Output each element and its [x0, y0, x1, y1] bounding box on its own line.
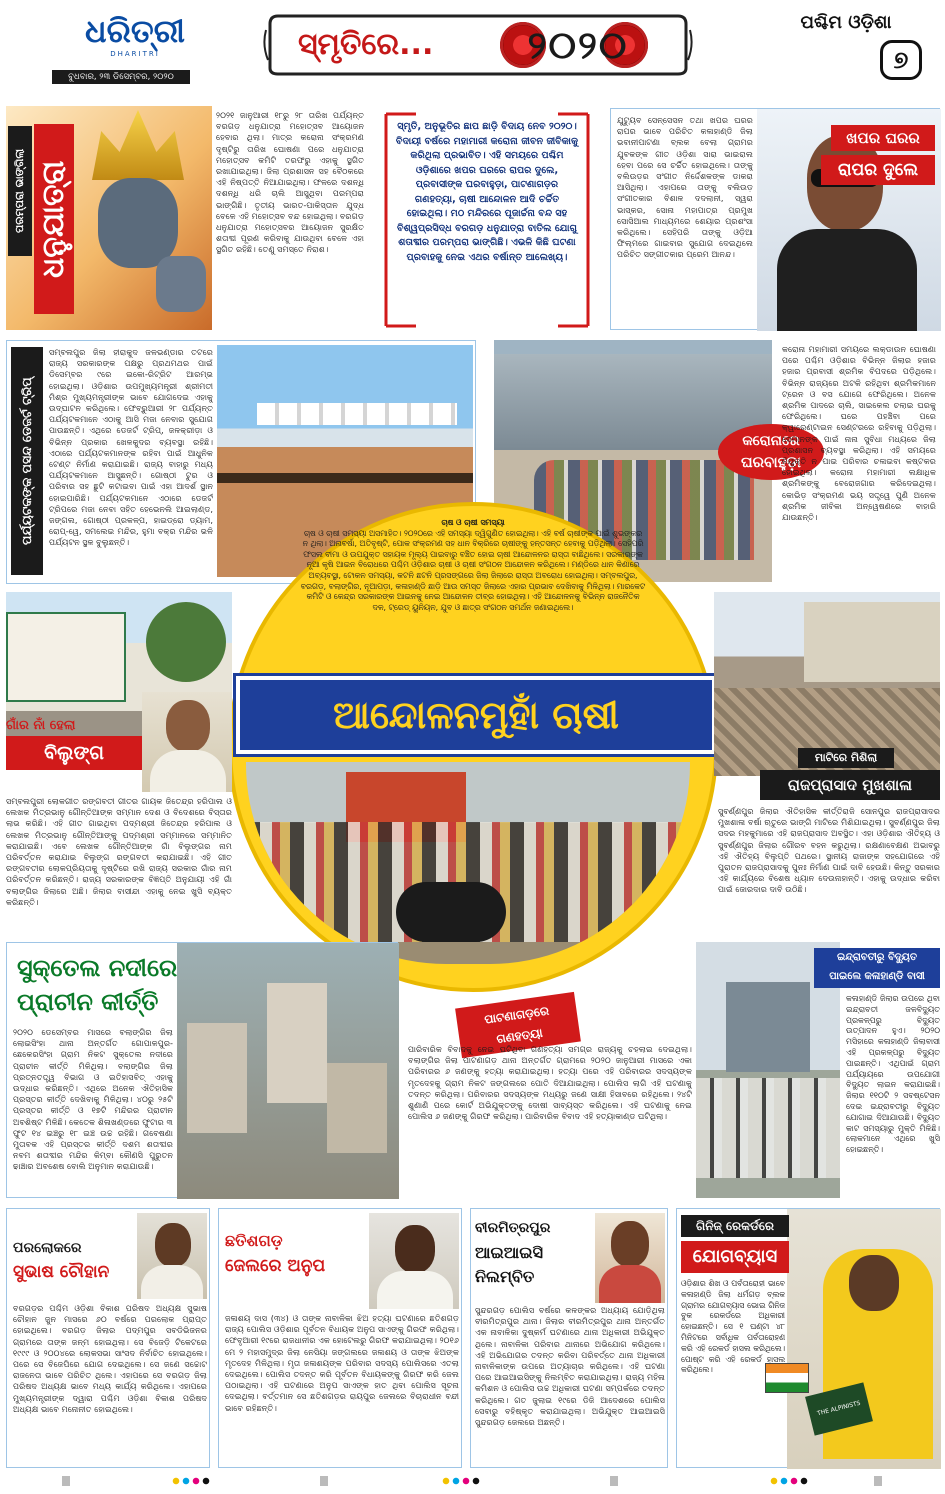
guinness-tag: ଗିନିଜ୍ ରେକର୍ଡରେ	[681, 1215, 789, 1237]
print-marks	[0, 1474, 945, 1488]
subhash-body: ବରଗଡ଼ର ପଶ୍ଚିମ ଓଡ଼ିଶା ବିକାଶ ପରିଷଦ ଅଧ୍ୟକ୍ଷ ସୁଭାଷ ଚୌହାନ ଜୁନ ମାସରେ ୬୦ ବର୍ଷରେ ପରଲୋକ ପ୍ରାପ୍ତ ହୋଇଥିଲେ। ବରଗଡ଼ ଜିଲାର ପଦ୍ମପୁର ସବଡିଭିଜନର ଗ୍ରାମରେ ତାଙ୍କ ଜନ୍ମ ହୋଇଥିଲା। ସେ ବିଜେଡ଼ି ଟିକେଟରେ ୧୯୯୯ ଓ ୨୦୦୪ରେ ଲୋକସଭା ସାଂସଦ ନିର୍ବାଚିତ ହୋଇଥିଲେ। ପରେ ସେ ବିଜେପିରେ ଯୋଗ ଦେଇଥିଲେ। ସେ ଜଣେ ସଚ୍ଚୋଟ ରାଜନେତା ଭାବେ ପରିଚିତ ଥିଲେ। ଏହାପରେ ସେ ବରଗଡ଼ ଜିଲା ପରିଷଦ ଅଧ୍ୟକ୍ଷ ଭାବେ ମଧ୍ୟ କାର୍ଯ୍ୟ କରିଥିଲେ। ଏହାପରେ ମୁଖ୍ୟମନ୍ତ୍ରୀଙ୍କ ଦ୍ୱାରା ପଶ୍ଚିମ ଓଡ଼ିଶା ବିକାଶ ପରିଷଦ ଅଧ୍ୟକ୍ଷ ଭାବେ ମନୋନୀତ ହୋଇଥିଲେ।	[13, 1303, 207, 1414]
body-shape	[150, 750, 226, 792]
body-shape	[599, 1265, 661, 1303]
stone-block	[327, 1063, 387, 1153]
anup-title-line1: ଛତିଶଗଡ଼	[225, 1231, 283, 1250]
transformer-shape	[726, 982, 810, 1072]
iic-story	[470, 1208, 668, 1468]
building-shape	[6, 612, 126, 702]
dhanuyatra-tag: ପରମ୍ପରା ଭାଙ୍ଗିଲା	[8, 126, 32, 256]
subhash-photo	[137, 1213, 207, 1299]
pointing-hand	[156, 256, 206, 312]
gray-block	[62, 1476, 70, 1486]
newspaper-logo	[80, 12, 190, 60]
head-shape	[395, 1225, 435, 1273]
palace-body: ସୁବର୍ଣ୍ଣପୁର ଜିଲାର ଐତିହାସିକ କୀର୍ତ୍ତିରାଜି ସୋନପୁର ରାଜପ୍ରାସାଦର ମୁଖଶାଳା ବର୍ଷା ଋତୁରେ ଭାଙ୍ଗି ମାଟିରେ ମିଶିଯାଇଥିଲା। ସୁବର୍ଣ୍ଣପୁର ଜିଲା ସଦର ମହକୁମାରେ ଏହି ରାଜପ୍ରାସାଦ ଅବସ୍ଥିତ। ଏହା ଓଡ଼ିଶାର ଐତିହ୍ୟ ଓ ସୁବର୍ଣ୍ଣପୁର ଜିଲାର ଗୌରବ ବହନ କରୁଥିଲା। ରକ୍ଷଣାବେକ୍ଷଣ ଅଭାବରୁ ଏହି ଐତିହ୍ୟ ବିଲୁପ୍ତି ପଥରେ। ସ୍ଥାନୀୟ ରାଜାଙ୍କ ସହଯୋଗରେ ଏହି ପୁରାତନ ରାଜପ୍ରାସାଦକୁ ପୁନଃ ନିର୍ମାଣ ପାଇଁ ଦାବି ହେଉଛି। କିନ୍ତୁ ସରକାର ଏହି କାର୍ଯ୍ୟରେ ବିଶେଷ ଧ୍ୟାନ ଦେଉନାହାନ୍ତି। ଏହାକୁ ଉଦ୍ଧାର କରିବା ପାଇଁ ଜୋରଦାର ଦାବି ଉଠିଛି।	[718, 806, 940, 895]
motorcycle-shape	[396, 882, 506, 942]
anup-body: ଜଳାଶୟ ଦାସ (୩୪) ଓ ତାଙ୍କ ନାବାଳିକା ଝିଅ ହତ୍ୟା ଘଟଣାରେ ଛତିଶଗଡ଼ ରାଜ୍ୟ ପୋଲିସ ଓଡ଼ିଶାର ପୂର୍ବତନ ବିଧାୟକ ଅନୁପ ସାଏଙ୍କୁ ଗିରଫ କରିଥିଲା। ଫେବୃଆରୀ ୧୯ରେ ରାଜଧାନୀର ଏକ ହୋଟେଲରୁ ଗିରଫ କରାଯାଇଥିଲା। ୨୦୧୬ ମେ ୨ ମହାସମୁଦ୍ର ଜିଲା ନେସିୟା ଜଙ୍ଗଲରେ ଜଳାଶୟ ଓ ତାଙ୍କ ଝିଅଙ୍କ ମୃତଦେହ ମିଳିଥିଲା। ମୃତା ଜଳାଶୟଙ୍କ ପରିବାର ସଦସ୍ୟ ପୋଲିସରେ ଏତଲା ଦେଇଥିଲେ। ପୋଲିସ ତଦନ୍ତ କରି ପୂର୍ବତନ ବିଧାୟକଙ୍କୁ ଗିରଫ କରି ଜେଲ ପଠାଇଥିଲା। ଏହି ଘଟଣାରେ ଅନୁପ ସାଏଙ୍କ ହାତ ଥିବା ପୋଲିସ ସୂଚନା ଦେଇଥିଲା। ବର୍ତ୍ତମାନ ସେ ଛତିଶଗଡ଼ର ରାୟପୁର ଜେଲରେ ବିଚାରାଧୀନ ବନ୍ଦୀ ଭାବେ ରହିଛନ୍ତି।	[225, 1313, 459, 1413]
banner-year: ୨୦୨୦	[527, 23, 629, 67]
crown-shape	[92, 110, 184, 180]
palace-story	[714, 592, 940, 930]
dhanuyatra-body: ୨୦୨୧ ଜାନୁଆରୀ ୧୮ରୁ ୨୮ ତାରିଖ ପର୍ଯ୍ୟନ୍ତ ବରଗଡ଼ ଧନୁଯାତ୍ରା ମହୋତ୍ସବ ଆୟୋଜନ ହେବାର ଥିଲା। ମାତ୍ର କରୋନା ସଂକ୍ରମଣ ଦୃଷ୍ଟିରୁ ତାରିଖ ଘୋଷଣା ପରେ ଧନୁଯାତ୍ରା ମହୋତ୍ସବ କମିଟି ତରଫରୁ ଏହାକୁ ସ୍ଥଗିତ ରଖାଯାଇଥିଲା। ଜିଲା ପ୍ରଶାସନ ସହ ବୈଠକରେ ଏହି ନିଷ୍ପତ୍ତି ନିଆଯାଇଥିଲା। ଫଳରେ ଦଶନ୍ଧି ଦଶନ୍ଧି ଧରି ଚାଲି ଆସୁଥିବା ପରମ୍ପରା ଭାଙ୍ଗିଛି। ତୃତୀୟ ଭାରତ-ପାକିସ୍ତାନ ଯୁଦ୍ଧ ବେଳେ ଏହି ମହୋତ୍ସବ ବନ୍ଦ ହୋଇଥିଲା। ବରଗଡ଼ ଧନୁଯାତ୍ରା ମହୋତ୍ସବର ଆୟୋଜନ ସୁରକ୍ଷିତ ଶତାବ୍ଦୀ ପୂରଣ କରିବାକୁ ଯାଉଥିବା ବେଳେ ଏହା ସ୍ଥଗିତ ରହିଛି। ତେଣୁ ସମସ୍ତେ ନିରାଶ।	[216, 110, 364, 255]
village-title-line2: ବିଲୁଙ୍ଗ ରଙ୍ଗବତୀ	[6, 736, 142, 770]
river-title-line2: ପ୍ରାଚୀନ କୀର୍ତ୍ତି	[17, 988, 159, 1016]
massacre-story	[404, 1000, 694, 1198]
page-number: ୭	[880, 40, 922, 80]
massacre-title-line1: ପାଟଣାଗଡ଼ରେ	[483, 1003, 550, 1027]
body-shape	[141, 1265, 203, 1299]
year-banner	[262, 10, 694, 80]
power-body: କଳାହାଣ୍ଡି ଜିଲାର ଉପରେ ଥିବା ଇନ୍ଦ୍ରାବତୀ ଜଳବିଦ୍ୟୁତ ପ୍ରକଳ୍ପରୁ ବିଦ୍ୟୁତ ଉତ୍ପାଦନ ହୁଏ। ୨୦୨୦ ମସିହାରେ କଳାହାଣ୍ଡି ଜିଲାବାସୀ ଏହି ପ୍ରକଳ୍ପରୁ ବିଦ୍ୟୁତ ପାଇଛନ୍ତି। ଏଥିପାଇଁ ଗ୍ରାମ ପର୍ଯ୍ୟାୟରେ ଉପଯୋଗୀ ବିଦ୍ୟୁତ ଲାଇନ କରାଯାଇଛି। ଜିଲାର ୧୧୦ଟି ୨ ସବଷ୍ଟେସନ ଦେଇ ଇନ୍ଦ୍ରାବତୀରୁ ବିଦ୍ୟୁତ ଯୋଗାଇ ଦିଆଯାଉଛି। ବିଦ୍ୟୁତ କାଟ ସମସ୍ୟାରୁ ମୁକ୍ତି ମିଳିଛି। ଲୋକମାନେ ଏଥିରେ ଖୁସି ହୋଇଛନ୍ତି।	[846, 994, 940, 1155]
migrant-body: କରୋନା ମହାମାରୀ ସମୟରେ ଲକ୍‌ଡାଉନ ଘୋଷଣା ପରେ ପଶ୍ଚିମ ଓଡ଼ିଶାର ବିଭିନ୍ନ ଜିଲାର ହଜାର ହଜାର ପ୍ରବାସୀ ଶ୍ରମିକ ବିପଦରେ ପଡ଼ିଥିଲେ। ବିଭିନ୍ନ ରାଜ୍ୟରେ ଅଟକି ରହିଥିବା ଶ୍ରମିକମାନେ ଟ୍ରେନ ଓ ବସ ଯୋଗେ ଫେରିଥିଲେ। ଅନେକ ଶ୍ରମିକ ପାଦରେ ଚାଲି, ସାଇକେଲ ଚଲାଇ ଘରକୁ ଫେରିଥିଲେ। ଘରେ ପହଞ୍ଚିବା ପରେ କ୍ୱାରେଣ୍ଟାଇନ ସେଣ୍ଟରରେ ରହିବାକୁ ପଡ଼ିଥିଲା। ସେମାନଙ୍କ ପାଇଁ ନାନା ସୁବିଧା ମଧ୍ୟରେ ଜିଲା ପ୍ରଶାସନ ବ୍ୟବସ୍ଥା କରିଥିଲା। ଏହି ସମୟରେ ନିଯୁକ୍ତି ନ ପାଇ ପରିବାର ଚଳାଇବା କଷ୍ଟକର ହୋଇଥିଲା। କରୋନା ମହାମାରୀ ଲକ୍ଷାଧିକ ଶ୍ରମିକଙ୍କୁ ବେରୋଜଗାର କରିଦେଇଥିଲା। କୋଭିଡ଼ ସଂକ୍ରମଣ ଭୟ ସତ୍ତ୍ୱେ ପୁଣି ଅନେକ ଶ୍ରମିକ ଜୀବିକା ଅନ୍ୱେଷଣରେ ବାହାରି ଯାଉଛନ୍ତି।	[782, 344, 936, 523]
color-dots	[770, 1477, 830, 1485]
palace-title: ରାଜପ୍ରାସାଦ ମୁଖଶାଳା	[760, 770, 940, 800]
farmers-body	[300, 518, 646, 668]
rapper-body: ଯୁଟ୍ୟୁବ ସେନ୍ସେସନ ତଥା ଖପର ଘରର ରାପର ଭାବେ ପରିଚିତ କଳାହାଣ୍ଡି ଜିଲା ଭବାନୀପାଟଣା ବ୍ଲକ ବେଲା ଗ୍ରାମର ଯୁବକଙ୍କ ଗୀତ ଓଡ଼ିଶା ସାରା ଭାଇରାଲ ହେବା ପରେ ସେ ଚର୍ଚ୍ଚିତ ହୋଇଥିଲେ। ତାଙ୍କୁ ବଲିଉଡ଼ର ସଂଗୀତ ନିର୍ଦ୍ଦେଶକଙ୍କ ଡାକରା ଆସିଥିଲା। ଏହାପରେ ତାଙ୍କୁ ବଲିଉଡ଼ ସଂଗୀତକାର ବିଶାଳ ଦଦଲାନୀ, ସ୍ୱରା ଭାସ୍କର, ସୋନା ମହାପାତ୍ର ପ୍ରମୁଖ ସୋସିଆଲ ମାଧ୍ୟମରେ ଶେୟାର ପ୍ରଶଂସା କରିଥିଲେ। ସେହିପରି ତାଙ୍କୁ ଓଡ଼ିଆ ଫିଲ୍ମରେ ଗାଇବାର ସୁଯୋଗ ଦେଇଥିଲେ ପରିଚିତ ସଙ୍ଗୀତକାର ପ୍ରେମ ଆନନ୍ଦ।	[617, 115, 753, 260]
power-title-line2: ପାଇଲେ କଳାହାଣ୍ଡି ବାସୀ	[829, 971, 925, 982]
guinness-story	[676, 1208, 940, 1468]
rapper-title-line2: ରାପର ଦୁଲେ	[821, 155, 935, 185]
gray-block	[874, 1476, 882, 1486]
tourism-title: ପର୍ଯ୍ୟଟକଙ୍କ ପସନ୍ଦ ଡେଜର୍ଟ ଟ୍ରିପ୍	[11, 347, 43, 575]
head-shape	[849, 1255, 899, 1311]
wooden-railing	[217, 473, 473, 483]
guinness-body: ଓଡ଼ିଶାର ଶିଖ ଓ ପର୍ବତାରୋହୀ ଭାବେ କଳାହାଣ୍ଡି ଜିଲା ଧର୍ମଗଡ଼ ବ୍ଲକ ଗ୍ରାମର ଯୋଗବ୍ୟାସ ଭୋଇ ଗିନିଜ ବୁକ ରେକର୍ଡରେ ଅଧିକାରୀ ହୋଇଛନ୍ତି। ସେ ୧ ଘଣ୍ଟା ୪୮ ମିନିଟରେ ସର୍ବାଧିକ ପର୍ବତାରୋହଣ କରି ଏହି ରେକର୍ଡ ହାସଲ କରିଥିଲେ। ପୋଷ୍ଟ କରି ଏହି ରେକର୍ଡ ହାସଲ କରିଥିଲେ।	[681, 1279, 785, 1375]
river-story	[6, 942, 398, 1198]
alpinists-badge-text: THE ALPINISTS	[816, 1399, 862, 1418]
gray-block	[610, 1476, 618, 1486]
head-shape	[611, 1221, 649, 1267]
banner-title: ସ୍ମୃତିରେ...	[298, 27, 434, 62]
iic-body: ସୁନ୍ଦରଗଡ଼ ପୋଲିସ ବର୍ଷରେ କଳଙ୍କର ଅଧ୍ୟାୟ ଯୋଡ଼ିଥିଲା ବୀରମିତ୍ରପୁର ଥାନା। ଜିଲାର ବୀରମିତ୍ରପୁର ଥାନା ଅନ୍ତର୍ଗତ ଏକ ନାବାଳିକା ଦୁଷ୍କର୍ମ ଘଟଣାରେ ଥାନା ଅଧିକାରୀ ଅଭିଯୁକ୍ତ ଥିଲେ। ନାବାଳିକା ପରିବାର ଥାନାରେ ଅଭିଯୋଗ କରିଥିଲେ। ଏହି ଅଭିଯୋଗର ତଦନ୍ତ କରିବା ପରିବର୍ତ୍ତେ ଥାନା ଅଧିକାରୀ ନାବାଳିକାଙ୍କ ଉପରେ ଅତ୍ୟାଚାର କରିଥିଲେ। ଏହି ଘଟଣା ପରେ ଆଇଆଇସିଙ୍କୁ ନିଲମ୍ବିତ କରାଯାଇଥିଲା। ରାଜ୍ୟ ମହିଳା କମିଶନ ଓ ପୋଲିସ ଉଚ୍ଚ ଅଧିକାରୀ ଘଟଣା ସମ୍ପର୍କରେ ତଦନ୍ତ କରିଥିଲେ। ଗତ ଜୁଲାଇ ୧୯ରେ ଡିଜି ଆଦେଶରେ ପୋଲିସ ସେବାରୁ ବହିଷ୍କୃତ କରାଯାଇଥିଲା। ଅଭିଯୁକ୍ତ ଆଇଆଇସି ସୁନ୍ଦରଗଡ଼ ଜେଲରେ ଅଛନ୍ତି।	[475, 1305, 665, 1428]
body-shape	[377, 1271, 453, 1309]
subhash-title-line1: ପରଲୋକରେ	[13, 1240, 82, 1256]
palace-building	[804, 602, 940, 682]
dhanuyatra-story	[6, 106, 364, 330]
gray-block	[320, 1476, 328, 1486]
anup-story	[218, 1208, 462, 1468]
iic-title-line2: ଆଇଆଇସି	[475, 1243, 544, 1262]
rapper-title-line1: ଖପର ଘରର	[831, 125, 935, 151]
farmers-text: ଚାଷ ଓ ଚାଷୀ ସମସ୍ୟା ଅସମାହିତ। ୨୦୨୦ରେ ଏହି ସମସ୍ୟା ଦ୍ୱିଗୁଣିତ ହୋଇଥିଲା। ଏହି ବର୍ଷ ଚାଷୀଙ୍କ ପାଇଁ ଶୁଭଙ୍କର ନ ଥିଲା। ଅନାବର୍ଷା, ଅତିବୃଷ୍ଟି, ପୋକ ସଂକ୍ରମଣ ସହ ଧାନ ବିକ୍ରିରେ ଚାଷୀଙ୍କୁ ହନ୍ତସନ୍ତ ହେବାକୁ ପଡ଼ିଥିଲା। ସେହିପରି ଫସଲ ବୀମା ଓ ଉପଯୁକ୍ତ ସହାୟକ ମୂଲ୍ୟ ପାଇବାରୁ ବଞ୍ଚିତ ହୋଇ ଚାଷୀ ଆନ୍ଦୋଳନର ରାସ୍ତା ବାଛିଥିଲେ। ସରକାରଙ୍କ ନୂଆ କୃଷି ଆଇନ ବିରୋଧରେ ପଶ୍ଚିମ ଓଡ଼ିଶାର ଚାଷୀ ଓ ଚାଷୀ ସଂଗଠନ ଆନ୍ଦୋଳନ କରିଥିଲେ। ମଣ୍ଡିରେ ଧାନ କିଣାରେ ଅବ୍ୟବସ୍ଥା, ଟୋକନ ସମସ୍ୟା, କଟନି ଛଟନି ପ୍ରସଙ୍ଗରେ ଜିଲା ଜିଲାରେ ରାସ୍ତା ଅବରୋଧ ହୋଇଥିଲା। ସମ୍ବଲପୁର, ବରଗଡ଼, ବଲାଙ୍ଗିର, ନୂଆପଡ଼ା, କଳାହାଣ୍ଡି ଛାଡ଼ି ଆଉ ସମସ୍ତ ଜିଲାରେ ଏହାର ପ୍ରଭାବ ଦେଖିବାକୁ ମିଳିଥିଲା। ମାରକେଟ କମିଟି ଓ କେନ୍ଦ୍ର ସରକାରଙ୍କ ଆଇନକୁ ନେଇ ଆନ୍ଦୋଳନ ତୀବ୍ର ହୋଇଥିଲା। ଏହି ଆନ୍ଦୋଳନକୁ ବିଭିନ୍ନ ରାଜନୈତିକ ଦଳ, ଟ୍ରେଡ୍ ୟୁନିୟନ, ଯୁବ ଓ ଛାତ୍ର ସଂଗଠନ ସମର୍ଥନ ଜଣାଇଥିଲେ।	[300, 528, 646, 612]
tree-shape	[146, 602, 226, 682]
iic-photo	[595, 1213, 665, 1303]
head-shape	[166, 700, 210, 752]
palace-tag: ମାଟିରେ ମିଶିଲା	[798, 748, 894, 768]
guinness-photo	[787, 1209, 941, 1469]
head-shape	[155, 1223, 191, 1267]
migrant-title-line2: ଘରବାହୁଡ଼ା	[741, 453, 801, 471]
writer-photo	[142, 692, 232, 792]
shirt-shape	[777, 229, 917, 331]
subhash-title-line2: ସୁଭାଷ ଚୌହାନ	[13, 1262, 110, 1282]
stone-block	[267, 983, 327, 1103]
tourism-body: ସମ୍ବଲପୁର ଜିଲା ହୀରାକୁଦ ଜଳଭଣ୍ଡାର ତଟରେ ରାଜ୍ୟ ସରକାରଙ୍କ ପକ୍ଷରୁ ପ୍ରଥମଥର ପାଇଁ ଡିସେମ୍ବର ୯ରେ ଇକୋ-ରିଟ୍ରିଟ ଆରମ୍ଭ ହୋଇଥିଲା। ଓଡ଼ିଶାର ଉପମୁଖ୍ୟମନ୍ତ୍ରୀ ଶ୍ରୀମତୀ ମିଶ୍ର ମୁଖ୍ୟମନ୍ତ୍ରୀଙ୍କ ଭାବେ ଯୋଗଦେଇ ଏହାକୁ ଉଦ୍‌ଘାଟନ କରିଥିଲେ। ଫେବ୍ରୁଆରୀ ୨୮ ପର୍ଯ୍ୟନ୍ତ ପର୍ଯ୍ୟଟକମାନେ ଏଠାକୁ ଆସି ମଜା ନେବାର ସୁଯୋଗ ପାଉଛନ୍ତି। ଏଥିରେ ଡେଜର୍ଟ ଟ୍ରିପ୍, ଜଳକ୍ରୀଡ଼ା ଓ ବିଭିନ୍ନ ପ୍ରକାର ଖେଳକୁଦର ବ୍ୟବସ୍ଥା ରହିଛି। ଏଠାରେ ପର୍ଯ୍ୟଟକମାନଙ୍କ ରହିବା ପାଇଁ ଆଧୁନିକ ଟେଣ୍ଟ ନିର୍ମାଣ କରାଯାଇଛି। ରାଜ୍ୟ ବାହାରୁ ମଧ୍ୟ ପର୍ଯ୍ୟଟକମାନେ ଆସୁଛନ୍ତି। ଗୋଷ୍ଠୀ ଟୁର ଓ ପରିବାର ସହ ଛୁଟି କଟାଇବା ପାଇଁ ଏହା ଆଦର୍ଶ ସ୍ଥାନ ହୋଇପାରିଛି। ପର୍ଯ୍ୟଟକମାନେ ଏଠାରେ ଡେଜର୍ଟ ଟ୍ରିପରେ ମଜା ନେବା ସହିତ ହେଭେନଲି ଆଇଲାଣ୍ଡ, ଜଙ୍ଗଲ, ଗୋଷ୍ଠୀ ପ୍ରକଳ୍ପ, ହାଇଡ୍ରୋ ଡ୍ୟାମ, ରୋପ୍-ୱେ, ସମଲେଇ ମନ୍ଦିର, ହୁମା ବକ୍ର ମନ୍ଦିର ଭଳି ପର୍ଯ୍ୟଟନ ସ୍ଥଳ ବୁଲୁଛନ୍ତି।	[49, 347, 213, 548]
color-dots	[442, 1477, 502, 1485]
section-name: ପଶ୍ଚିମ ଓଡ଼ିଶା	[800, 12, 892, 33]
intro-text: ସ୍ମୃତି, ଅନୁଭୂତିର ଛାପ ଛାଡ଼ି ବିଦାୟ ନେବ ୨୦୨୦। ବିଦାୟୀ ବର୍ଷରେ ମହାମାରୀ କରୋନା ଜୀବନ ଜୀବିକାକୁ କରିଥିଲା ପ୍ରଭାବିତ। ଏହି ସମୟରେ ପଶ୍ଚିମ ଓଡ଼ିଶାରେ ଖପର ଘରରେ ରାପର ଦୁଲେ, ପ୍ରବାସୀଙ୍କ ଘରବାହୁଡ଼ା, ପାଟଣାଗଡ଼ର ଗଣହତ୍ୟା, ଚାଷୀ ଆନ୍ଦୋଳନ ଆଦି ଚର୍ଚ୍ଚିତ ହୋଇଥିଲା। ମଠ ମନ୍ଦିରରେ ପୂଜାର୍ଚ୍ଚନା ବନ୍ଦ ସହ ବିଶ୍ୱପ୍ରସିଦ୍ଧ ବରଗଡ଼ ଧନୁଯାତ୍ରା ବାତିଲ ଯୋଗୁ ଶତାବ୍ଦୀର ପରମ୍ପରା ଭାଙ୍ଗିଛି। ଏଭଳି କିଛି ଘଟଣା ପ୍ରବାହକୁ ନେଇ ଏଥର ବର୍ଷାନ୍ତ ଆଲେଖ୍ୟ।	[395, 121, 579, 263]
river-title-line1: ସୁକ୍ତେଲ ନଦୀରେ	[17, 954, 178, 982]
officials-group	[696, 1078, 840, 1178]
guinness-title: ଯୋଗବ୍ୟାସ	[681, 1241, 789, 1273]
farmers-photo	[246, 762, 690, 964]
subhash-story	[6, 1208, 210, 1468]
color-dots	[172, 1477, 232, 1485]
rapper-story	[610, 108, 940, 330]
anup-photo	[369, 1213, 459, 1309]
village-story	[6, 592, 232, 930]
logo-text: ଧରିତ୍ରୀ	[85, 12, 185, 50]
massacre-body: ପାରିବାରିକ ବିବାଦକୁ ନେଇ ଘଟିଥିବା ଗଣହତ୍ୟା ସମଗ୍ର ରାଜ୍ୟକୁ ଚହଲାଇ ଦେଇଥିଲା। ବଲାଙ୍ଗିର ଜିଲା ପାଟଣାଗଡ଼ ଥାନା ଅନ୍ତର୍ଗତ ଗ୍ରାମରେ ୨୦୨୦ ଜାନୁଆରୀ ମାସରେ ଏକା ପରିବାରର ୬ ଜଣଙ୍କୁ ହତ୍ୟା କରାଯାଇଥିଲା। ହତ୍ୟା ପରେ ଏହି ପରିବାରର ସଦସ୍ୟଙ୍କ ମୃତଦେହକୁ ଗ୍ରାମ ନିକଟ ଜଙ୍ଗଲରେ ପୋତି ଦିଆଯାଇଥିଲା। ପୋଲିସ ଲାଗି ଏହି ଘଟଣାକୁ ତଦନ୍ତ କରିଥିଲା। ପରିବାରର ସଦସ୍ୟଙ୍କ ମଧ୍ୟରୁ ଜଣେ ସାକ୍ଷୀ ହିସାବରେ ରହିଥିଲେ। ୨୪ଟି ଶୁଣାଣି ପରେ କୋର୍ଟ ଅଭିଯୁକ୍ତଙ୍କୁ ଦୋଷୀ ସାବ୍ୟସ୍ତ କରିଥିଲେ। ଏହି ଘଟଣାକୁ ନେଇ ପୋଲିସ ୬ ଜଣଙ୍କୁ ଗିରଫ କରିଥିଲା। ପାରିବାରିକ ବିବାଦ ଏହି ହତ୍ୟାକାଣ୍ଡ ଘଟିଥିଲା।	[408, 1044, 692, 1122]
tents-row	[257, 403, 457, 425]
dhanuyatra-title: ଧନୁଯାତ୍ରା	[34, 124, 74, 314]
stone-block	[187, 1023, 247, 1133]
farmers-headline: ଆନ୍ଦୋଳନମୁହାଁ ଚାଷୀ	[236, 676, 716, 754]
village-title-line1: ଗାଁର ନାଁ ହେଲା	[6, 718, 76, 733]
power-story	[696, 942, 940, 1198]
masthead	[0, 0, 945, 92]
massacre-title-line2: ଗଣହତ୍ୟା	[495, 1025, 544, 1047]
river-body: ୨୦୨୦ ଡେସେମ୍ବର ମାସରେ ବଲାଙ୍ଗିର ଜିଲା ଲୋଇସିଂହା ଥାନା ଅନ୍ତର୍ଗତ ଗୋପାଳପୁର-ଛେକେରସିଂହା ଗ୍ରାମ ନିକଟ ସୁକ୍ତେଲ ନଦୀରେ ପ୍ରାଚୀନ କୀର୍ତ୍ତି ମିଳିଥିଲା। ବଲାଙ୍ଗିର ଜିଲା ପ୍ରତ୍ନତତ୍ତ୍ୱ ବିଭାଗ ଓ ଇତିହାସବିତ୍ ଏହାକୁ ଉଦ୍ଧାର କରିଛନ୍ତି। ଏଥିରେ ଅନେକ ଐତିହାସିକ ପ୍ରସ୍ତର କୀର୍ତ୍ତି ଦେଖିବାକୁ ମିଳିଥିଲା। ୪୦ରୁ ୨୫ଟି ପ୍ରସ୍ତର କୀର୍ତ୍ତି ଓ ୧୭ଟି ମନ୍ଦିରର ପ୍ରାଚୀନ ଅବଶିଷ୍ଟ ମିଳିଛି। କେତେକ ଶିଳାଖଣ୍ଡରେ ଫୁଟାର ୩ ଫୁଟ ୧୪ ଇଞ୍ଚରୁ ୧୮ ଇଞ୍ଚ ଉଚ୍ଚ ରହିଛି। ଗବେଷଣା ମୁତାବକ ଏହି ପ୍ରସ୍ତର କୀର୍ତ୍ତି ଦଶମ ଶତାବ୍ଦୀର ନବମ ଶତାବ୍ଦୀର ମନ୍ଦିର କିମ୍ବା କୌଣସି ପୁରୁତନ ଢାଞ୍ଚାର ଅବଶେଷ ବୋଲି ଅନୁମାନ କରାଯାଉଛି।	[13, 1027, 173, 1172]
village-body: ସମ୍ବଲପୁରୀ ଲୋକଗୀତ ରଙ୍ଗବତୀ ଗୀତର ଗାୟକ ଜିତେନ୍ଦ୍ର ହରିପାଲ ଓ ଲେଖକ ମିତ୍ରଭାନୁ ଗୌନ୍ତିଆଙ୍କ ସମ୍ମାନ ଦେଶ ଓ ବିଦେଶରେ ବିସ୍ତାର ଲାଭ କରିଛି। ଏହି ଗୀତ ଗାଇଥିବା ପଦ୍ମଶ୍ରୀ ଜିତେନ୍ଦ୍ର ହରିପାଲ ଓ ଲେଖକ ମିତ୍ରଭାନୁ ଗୌନ୍ତିଆଙ୍କୁ ପଦ୍ମଶ୍ରୀ ସମ୍ମାନରେ ସମ୍ମାନିତ କରାଯାଇଛି। ଏବେ ଲେଖକ ଗୌନ୍ତିଆଙ୍କ ଗାଁ ବିଲୁଙ୍ଗର ନାମ ପରିବର୍ତ୍ତନ କରାଯାଇ ବିଲୁଙ୍ଗ ରଙ୍ଗବତୀ କରାଯାଇଛି। ଏହି ଗୀତ ରଙ୍ଗବତୀର ଲୋକପ୍ରିୟତାକୁ ଦୃଷ୍ଟିରେ ରଖି ରାଜ୍ୟ ସରକାର ଗାଁର ନାମ ପରିବର୍ତ୍ତନ କରିଛନ୍ତି। ରାଜ୍ୟ ସରକାରଙ୍କ ବିଜ୍ଞପ୍ତି ଅନୁଯାୟୀ ଏହି ଗାଁ ବଲାଙ୍ଗିର ଜିଲାରେ ଅଛି। ଜିଲାର ବାସୀନ୍ଦା ଏହାକୁ ନେଇ ଖୁସି ବ୍ୟକ୍ତ କରିଛନ୍ତି।	[6, 796, 232, 907]
power-title	[814, 948, 940, 988]
logo-english: DHARITRI	[110, 50, 160, 58]
farmers-heading: ଚାଷ ଓ ଚାଷୀ ସମସ୍ୟା	[441, 518, 505, 527]
migrant-title-line1: କରୋନାରେ	[742, 433, 800, 449]
iic-title-line3: ନିଲମ୍ବିତ	[475, 1267, 535, 1286]
anup-title-line2: ଜେଲରେ ଅନୁପ	[225, 1256, 326, 1276]
face-shape	[98, 178, 178, 268]
power-title-line1: ଇନ୍ଦ୍ରାବତୀରୁ ବିଦ୍ୟୁତ	[836, 952, 918, 963]
iic-title-line1: ବୀରମିତ୍ରପୁର	[475, 1220, 551, 1236]
issue-date: ବୁଧବାର, ୨୩ ଡିସେମ୍ବର, ୨୦୨୦	[52, 70, 190, 84]
intro-box	[376, 112, 598, 328]
